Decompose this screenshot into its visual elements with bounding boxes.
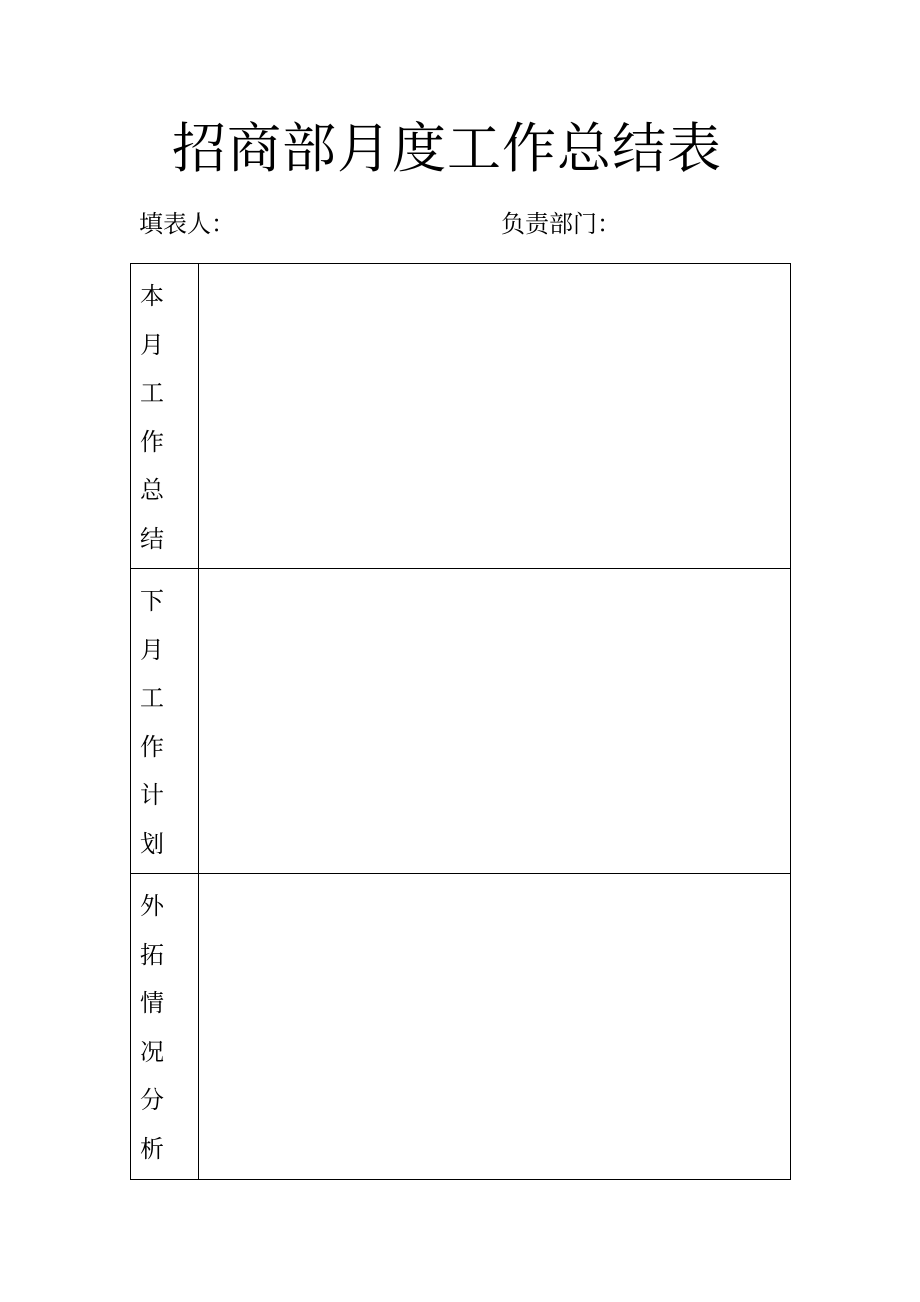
section-label-cell (131, 569, 199, 874)
section-content-next-month-plan[interactable] (199, 569, 791, 874)
section-label-cell (131, 264, 199, 569)
section-content-outreach-analysis[interactable] (199, 874, 791, 1180)
summary-form-table (130, 263, 791, 1180)
section-label-cell (131, 874, 199, 1180)
section-row-this-month-summary (131, 264, 791, 569)
section-label-next-month-plan: 下月工作计划 (140, 587, 164, 858)
page-title: 招商部月度工作总结表 (172, 117, 722, 180)
section-row-outreach-analysis (131, 874, 791, 1180)
section-label-outreach-analysis: 外拓情况分析 (140, 892, 164, 1163)
filler-label: 填表人： (139, 210, 235, 238)
department-label: 负责部门： (501, 210, 621, 238)
section-content-this-month-summary[interactable] (199, 264, 791, 569)
section-label-this-month-summary: 本月工作总结 (140, 282, 164, 553)
section-row-next-month-plan (131, 569, 791, 874)
